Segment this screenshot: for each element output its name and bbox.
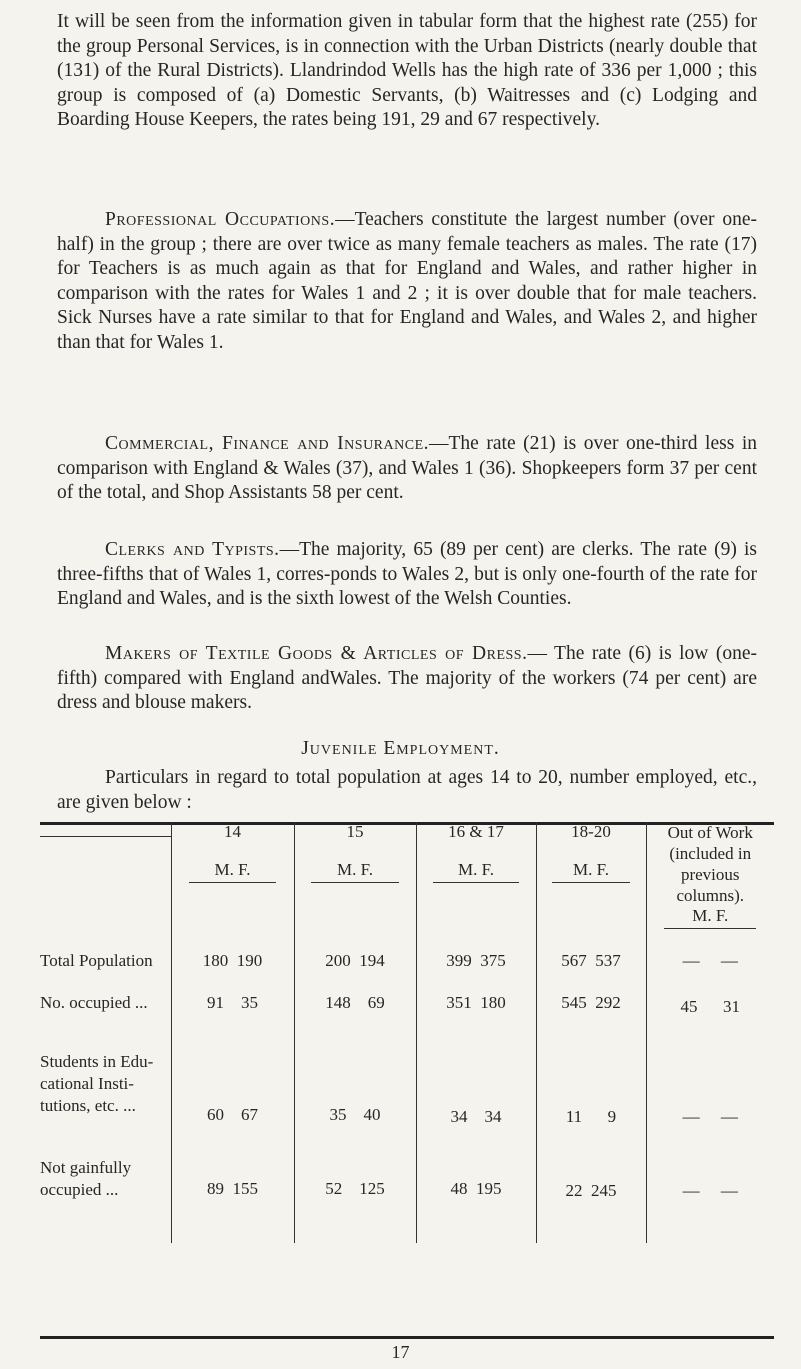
column-label: 18-20 (571, 822, 611, 841)
column-sub: M. F. (433, 860, 519, 883)
juvenile-employment-heading: Juvenile Employment. (301, 738, 500, 759)
table-cell: 180 190 (171, 929, 294, 977)
table-cell: — — (646, 929, 774, 977)
column-sub: M. F. (664, 906, 756, 929)
section-heading: Professional Occupations. (105, 209, 336, 230)
paragraph-professional (57, 208, 757, 356)
paragraph-text: —Teachers constitute the largest number (over one-half) in the group ; there are over twice as many female teachers as males. The rate (17) for Teachers is as much again as that for England and Wales, and rather higher in comparison with the rates for Wales 1 and 2 ; it is over double that for male teachers. Sick Nurses have a rate similar to that for England and Wales, and Wales 2, and higher than that for Wales 1. (57, 209, 757, 353)
paragraph-text: —The rate (21) is over one-third less in comparison with England & Wales (37), and Wales 1 (36). Shopkeepers form 37 per cent of the total, and Shop Assistants 58 per cent. (57, 433, 758, 504)
table-header-row (40, 822, 774, 929)
table-row (40, 1027, 774, 1135)
paragraph-clerks (57, 538, 757, 612)
paragraph-personal-services (57, 10, 757, 133)
row-label: Total Population (40, 951, 153, 970)
header-col-18-20 (536, 822, 646, 929)
table-cell: 567 537 (536, 929, 646, 977)
header-col-16-17 (416, 822, 536, 929)
paragraph-commercial (57, 432, 757, 506)
paragraph-text: Particulars in regard to total population at ages 14 to 20, number employed, etc., are given below : (57, 767, 757, 813)
section-heading: Makers of Textile Goods & Articles of Dress. (105, 643, 528, 664)
table-row (40, 1135, 774, 1243)
table-cell: — — (646, 1135, 774, 1243)
column-label: 16 & 17 (448, 822, 504, 841)
table-bottom-rule (40, 1336, 774, 1339)
paragraph-text: —The majority, 65 (89 per cent) are clerks. The rate (9) is three-fifths that of Wales 1, corres-ponds to Wales 2, but is only one-fourth of the rate for England and Wales, and is the sixth lowest of the Welsh Counties. (57, 539, 758, 610)
row-label: Students in Edu-cational Insti-tutions, etc. ... (40, 1052, 154, 1115)
header-col-15 (294, 822, 416, 929)
table-cell: 34 34 (416, 1027, 536, 1135)
section-heading: Clerks and Typists. (105, 539, 280, 560)
table-cell: 399 375 (416, 929, 536, 977)
column-label: 15 (346, 822, 364, 841)
column-label: 14 (224, 822, 241, 841)
juvenile-employment-table (40, 822, 774, 1243)
table-row (40, 929, 774, 977)
table-cell: 35 40 (294, 1027, 416, 1135)
paragraph-text: It will be seen from the information given in tabular form that the highest rate (255) for the group Personal Services, is in connection with the Urban Districts (nearly double that (131) of the Rural Districts). Llandrindod Wells has the high rate of 336 per 1,000 ; this group is composed of (a) Domestic Servants, (b) Waitresses and (c) Lodging and Boarding House Keepers, the rates being 191, 29 and 67 respectively. (57, 11, 757, 131)
table-cell: 60 67 (171, 1027, 294, 1135)
page-number: 17 (391, 1342, 410, 1362)
table-cell: 48 195 (416, 1135, 536, 1243)
header-blank (40, 822, 171, 929)
table-cell: 148 69 (294, 977, 416, 1027)
header-col-out-of-work (646, 822, 774, 929)
table-cell: 351 180 (416, 977, 536, 1027)
table-row (40, 977, 774, 1027)
column-sub: M. F. (311, 860, 398, 883)
row-label: Not gainfully occupied ... (40, 1158, 132, 1199)
table-cell: — — (646, 1027, 774, 1135)
table-cell: 89 155 (171, 1135, 294, 1243)
row-label: No. occupied ... (40, 993, 148, 1012)
column-sub: M. F. (552, 860, 630, 883)
table-cell: 11 9 (536, 1027, 646, 1135)
section-heading: Commercial, Finance and Insurance. (105, 433, 430, 454)
column-label: Out of Work (included in previous columns). (667, 823, 753, 905)
paragraph-particulars (57, 766, 757, 815)
table-cell: 200 194 (294, 929, 416, 977)
table-cell: 45 31 (646, 977, 774, 1027)
column-sub: M. F. (189, 860, 277, 883)
paragraph-textile (57, 642, 757, 716)
paragraph-text: — The rate (6) is low (one-fifth) compared with England andWales. The majority of the workers (74 per cent) are dress and blouse makers. (57, 643, 757, 714)
header-col-14 (171, 822, 294, 929)
table-cell: 91 35 (171, 977, 294, 1027)
table-cell: 52 125 (294, 1135, 416, 1243)
table-cell: 22 245 (536, 1135, 646, 1243)
table-cell: 545 292 (536, 977, 646, 1027)
